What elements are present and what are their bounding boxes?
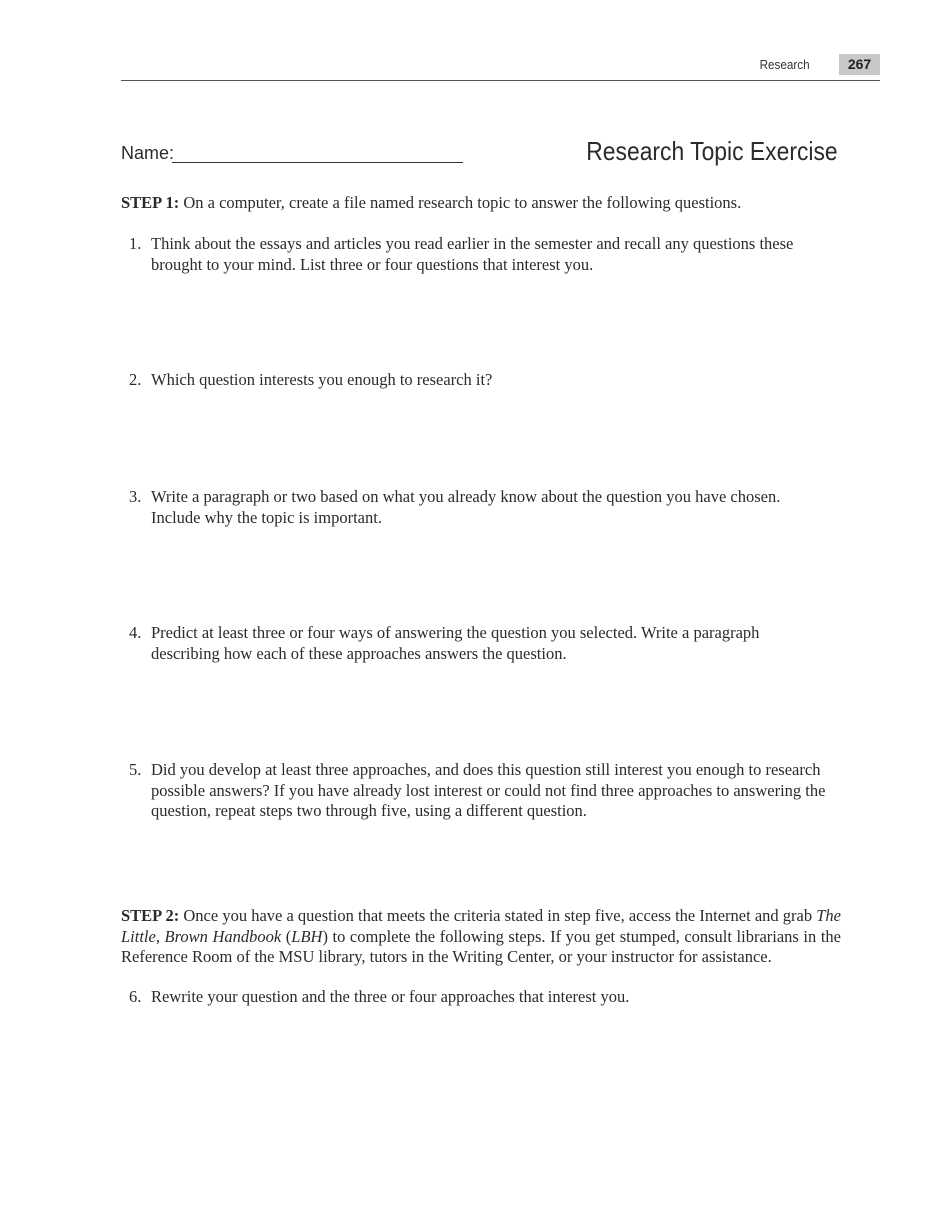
page-number: 267 — [839, 54, 880, 75]
question-text: Predict at least three or four ways of answering the question you selected. Write a paragraph describing how each of these approaches answers the question. — [151, 623, 760, 663]
book-abbrev: LBH — [291, 926, 323, 946]
question-number: 2. — [129, 370, 142, 389]
paren-open: ( — [281, 926, 292, 946]
step2-label: STEP 2: — [121, 906, 180, 925]
question-number: 3. — [129, 487, 142, 506]
step2-instruction — [121, 906, 841, 968]
step2-text-after: ) to complete the following steps. If you get stumped, consult librarians in the Reference Room of the MSU library, tutors in the Writing Center, or your instructor for assistance. — [121, 926, 841, 966]
name-label: Name: — [121, 143, 175, 163]
step2-text-before: Once you have a question that meets the criteria stated in step five, access the Internet and grab — [179, 906, 817, 925]
question-number: 5. — [129, 760, 142, 779]
question-text: Rewrite your question and the three or four approaches that interest you. — [151, 987, 630, 1006]
running-head — [121, 54, 880, 81]
book-title: The Little, Brown Handbook — [121, 906, 841, 946]
question-number: 6. — [129, 987, 142, 1006]
section-name: Research — [759, 57, 810, 72]
question-text: Did you develop at least three approaches, and does this question still interest you enough to research possible answers? If you have already lost interest or could not find three approaches to answering the question, repeat steps two through five, using a different question. — [151, 760, 826, 820]
question-number: 4. — [129, 623, 142, 642]
step1-text: On a computer, create a file named research topic to answer the following questions. — [179, 193, 742, 212]
name-blank-line — [172, 162, 463, 163]
question-text: Which question interests you enough to research it? — [151, 370, 493, 389]
question-text: Write a paragraph or two based on what you already know about the question you have chosen. Include why the topic is important. — [151, 487, 781, 527]
step1-label: STEP 1: — [121, 193, 180, 212]
step1-instruction — [121, 193, 841, 214]
page-title: Research Topic Exercise — [586, 136, 838, 166]
question-text: Think about the essays and articles you read earlier in the semester and recall any questions these brought to your mind. List three or four questions that interest you. — [151, 234, 794, 274]
question-number: 1. — [129, 234, 142, 253]
